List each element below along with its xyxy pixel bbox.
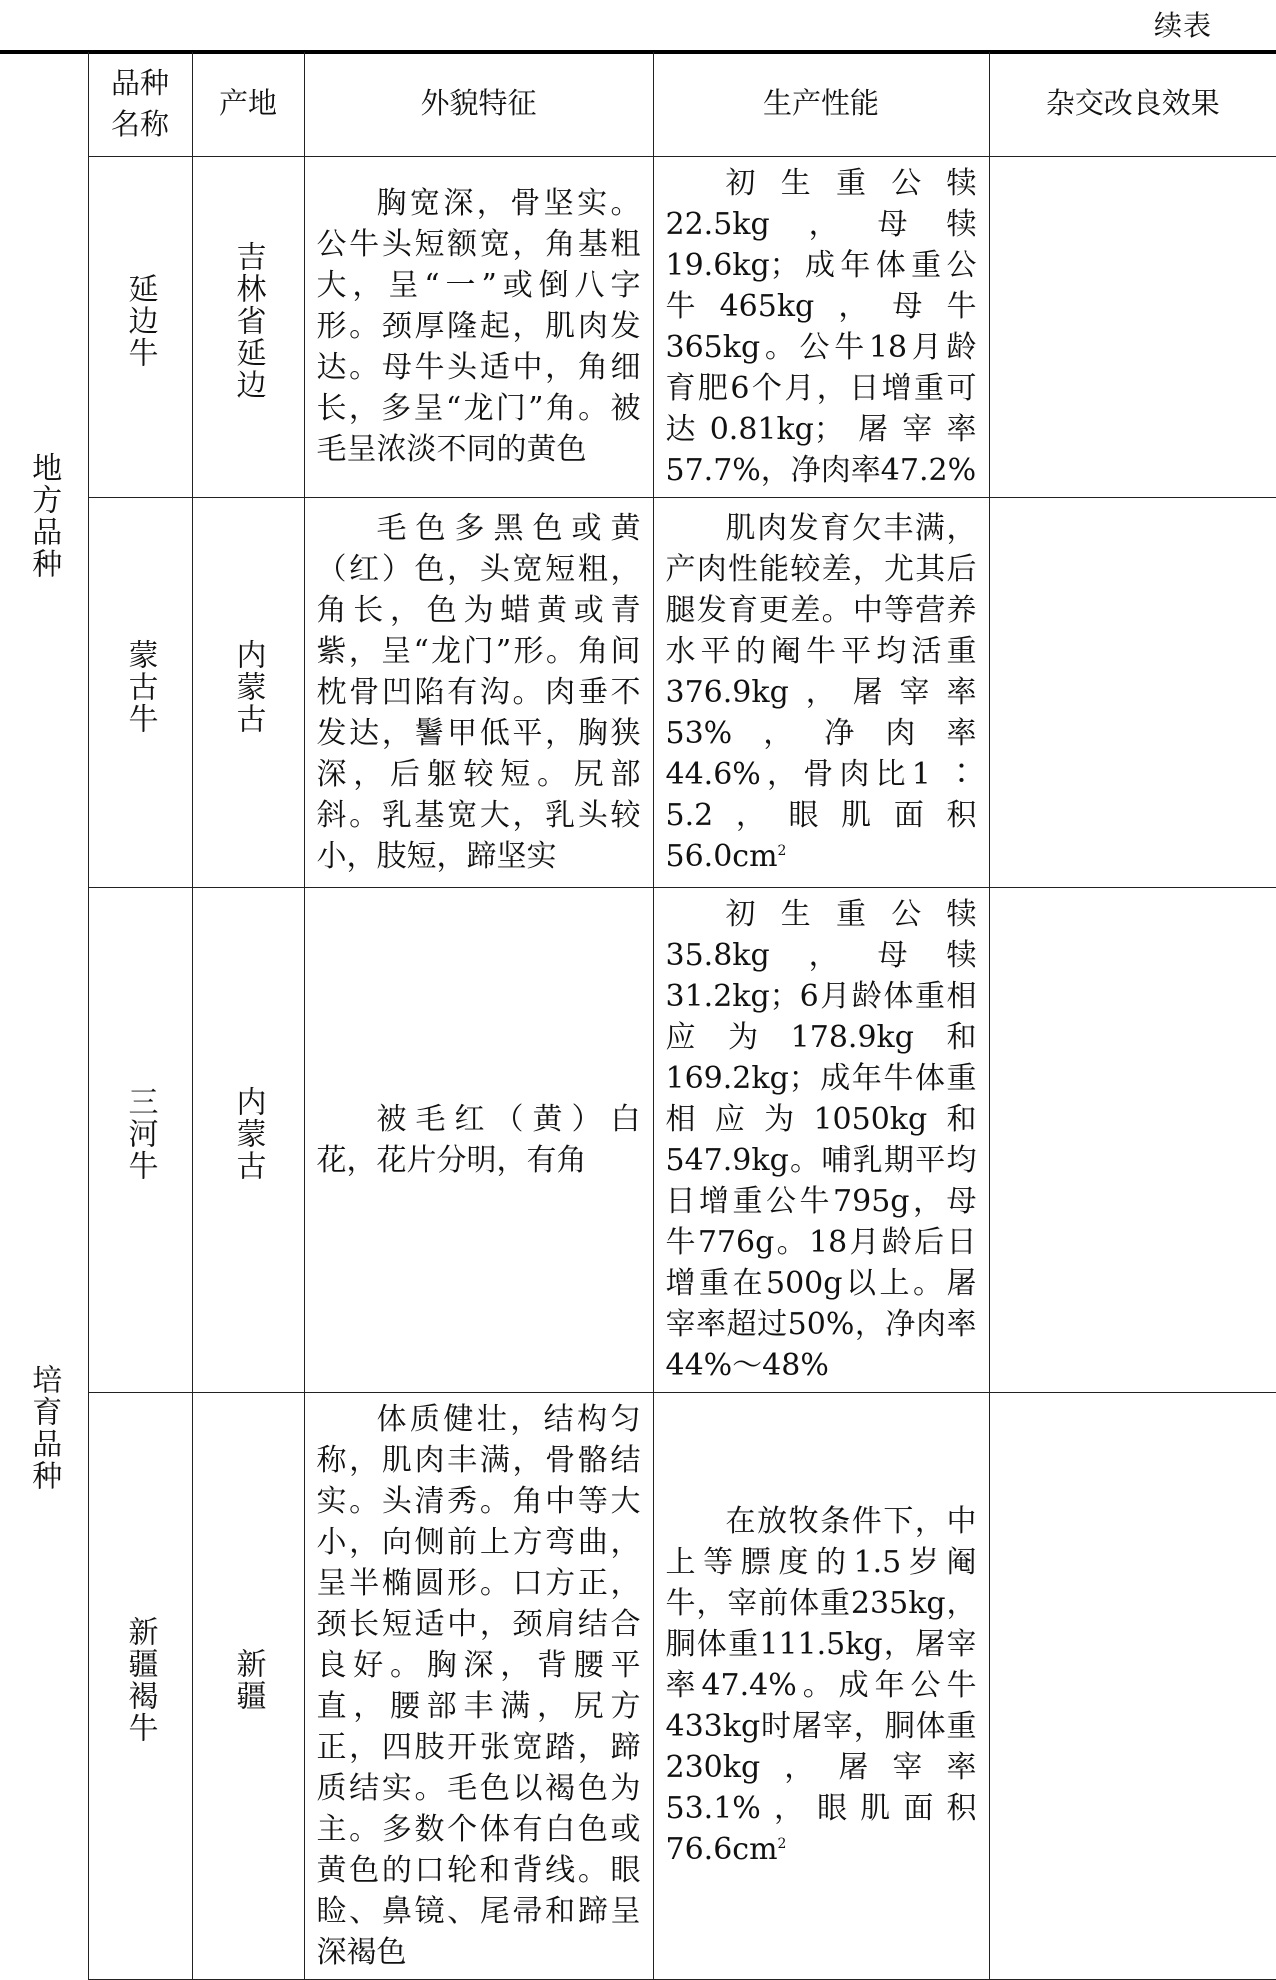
crossing-cell (989, 497, 1276, 887)
production-text: 在放牧条件下，中上等膘度的1.5岁阉牛，宰前体重235kg，胴体重111.5kg，屠宰率47.4%。成年公牛433kg时屠宰，胴体重230kg，屠宰率53.1%，眼肌面积76.6cm (665, 1504, 977, 1867)
breed-name-cell (88, 497, 192, 887)
header-origin: 产地 (192, 52, 304, 156)
table-row (0, 156, 1276, 497)
breed-name-cell (88, 1392, 192, 1979)
production-cell (653, 156, 989, 497)
production-text: 肌肉发育欠丰满，产肉性能较差，尤其后腿发育更差。中等营养水平的阉牛平均活重376.9kg，屠宰率53%，净肉率44.6%，骨肉比1 ∶ 5.2，眼肌面积56.0cm (665, 510, 977, 874)
production-text: 初生重公犊22.5kg，母犊19.6kg；成年体重公牛465kg，母牛365kg。公牛18月龄育肥6个月，日增重可达0.81kg；屠宰率57.7%，净肉率47.2% (665, 165, 977, 488)
breed-name: 新疆褐牛 (122, 1616, 158, 1744)
group-label-text: 地方品种 (26, 452, 62, 580)
breed-name: 三河牛 (122, 1086, 158, 1182)
breed-name-cell (88, 156, 192, 497)
breed-name: 延边牛 (122, 273, 158, 369)
header-crossing-effect: 杂交改良效果 (989, 52, 1276, 156)
breed-origin: 内蒙古 (230, 638, 266, 735)
appearance-cell: 被毛红（黄）白花，花片分明，有角 (304, 887, 653, 1392)
appearance-cell: 胸宽深，骨坚实。公牛头短额宽，角基粗大，呈“一”或倒八字形。颈厚隆起，肌肉发达。母牛头适中，角细长，多呈“龙门”角。被毛呈浓淡不同的黄色 (304, 156, 653, 497)
breed-origin: 内蒙古 (230, 1086, 266, 1182)
crossing-cell (989, 887, 1276, 1392)
production-superscript: 2 (777, 842, 787, 859)
breed-origin: 吉林省延边 (230, 241, 266, 401)
appearance-cell: 毛色多黑色或黄（红）色，头宽短粗，角长，色为蜡黄或青紫，呈“龙门”形。角间枕骨凹陷有沟。肉垂不发达，鬐甲低平，胸狭深，后躯较短。尻部斜。乳基宽大，乳头较小，肢短，蹄坚实 (304, 497, 653, 887)
continued-table-label: 续表 (1153, 9, 1212, 42)
header-appearance: 外貌特征 (304, 52, 653, 156)
table-row (0, 887, 1276, 1392)
breed-name: 蒙古牛 (122, 638, 158, 735)
production-cell (653, 497, 989, 887)
origin-cell (192, 887, 304, 1392)
table-row (0, 1392, 1276, 1979)
production-text: 初生重公犊35.8kg，母犊31.2kg；6月龄体重相应为178.9kg和169.2kg；成年牛体重相应为1050kg和547.9kg。哺乳期平均日增重公牛795g，母牛776g。18月龄后日增重在500g以上。屠宰率超过50%，净肉率44%～48% (665, 896, 977, 1383)
header-production: 生产性能 (653, 52, 989, 156)
crossing-cell (989, 1392, 1276, 1979)
production-cell (653, 1392, 989, 1979)
appearance-cell: 体质健壮，结构匀称，肌肉丰满，骨骼结实。头清秀。角中等大小，向侧前上方弯曲，呈半椭圆形。口方正，颈长短适中，颈肩结合良好。胸深，背腰平直，腰部丰满，尻方正，四肢开张宽踏，蹄质结实。毛色以褐色为主。多数个体有白色或黄色的口轮和背线。眼睑、鼻镜、尾帚和蹄呈深褐色 (304, 1392, 653, 1979)
header-name-line2: 名称 (110, 106, 169, 141)
group-label-local (0, 156, 88, 887)
header-breed-name (88, 52, 192, 156)
origin-cell (192, 497, 304, 887)
production-cell (653, 887, 989, 1392)
table-row (0, 497, 1276, 887)
origin-cell (192, 156, 304, 497)
breed-origin: 新疆 (230, 1648, 266, 1712)
group-label-text: 培育品种 (26, 1363, 62, 1492)
group-label-developed (0, 887, 88, 1979)
cattle-breed-table (0, 52, 1276, 1980)
origin-cell (192, 1392, 304, 1979)
table-header-row (0, 52, 1276, 156)
header-name-line1: 品种 (110, 65, 169, 100)
crossing-cell (989, 156, 1276, 497)
group-header-blank (0, 52, 88, 156)
production-superscript: 2 (777, 1836, 787, 1852)
breed-name-cell (88, 887, 192, 1392)
